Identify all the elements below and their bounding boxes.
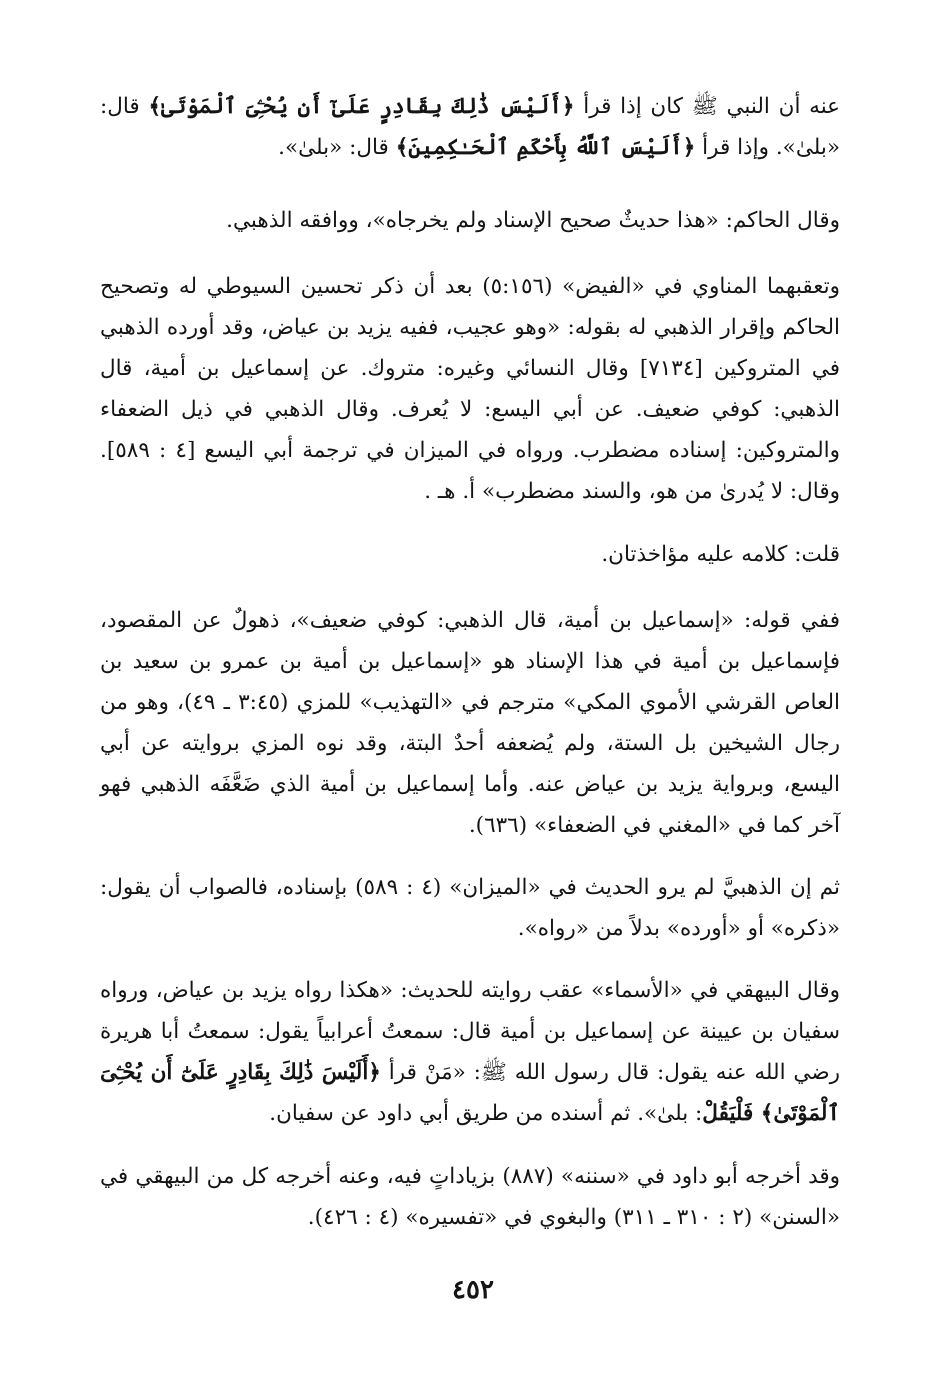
quran-verse-tin: ﴿أَلَيْسَ ٱللَّهُ بِأَحْكَمِ ٱلْحَـٰكِمِينَ﴾ bbox=[395, 135, 696, 160]
bayhaqi-text: وقال البيهقي في «الأسماء» عقب روايته للحديث: «هكذا رواه يزيد بن عياض، ورواه سفيان بن عيينة عن إسماعيل بن أمية قال: سمعتُ أعرابياً يقول: سمعتُ أبا هريرة رضي الله عنه يقول: قال رسول الله ﷺ: «مَنْ قرأ bbox=[100, 978, 840, 1085]
paragraph-text: وتعقبهما المناوي في «الفيض» (٥:١٥٦) بعد أن ذكر تحسين السيوطي له وتصحيح الحاكم وإقرار الذهبي له بقوله: «وهو عجيب، ففيه يزيد بن عياض، وقد أورده الذهبي في المتروكين [٧١٣٤] وقال النسائي وغيره: متروك. عن إسماعيل بن أمية، قال الذهبي: كوفي ضعيف. عن أبي اليسع: لا يُعرف. وقال الذهبي في ذيل الضعفاء والمتروكين: إسناده مضطرب. ورواه في الميزان في ترجمة أبي اليسع [٤ : ٥٨٩]. وقال: لا يُدرىٰ من هو، والسند مضطرب» أ. هـ . bbox=[100, 274, 841, 504]
paragraph-text: وقال الحاكم: «هذا حديثٌ صحيح الإسناد ولم يخرجاه»، ووافقه الذهبي. bbox=[226, 208, 840, 233]
bayhaqi-text-end: : بلىٰ». ثم أسنده من طريق أبي داود عن سفيان. bbox=[269, 1101, 703, 1126]
quran-verse-qiyamah-2: ﴿أَلَيْسَ ذَٰلِكَ بِقَادِرٍ عَلَىٰٓ أَن يُحْـِۧىَ ٱلْمَوْتَىٰ﴾ فَلْيَقُلْ bbox=[100, 1060, 840, 1126]
paragraph-two-objections bbox=[100, 534, 840, 575]
paragraph-bayhaqi bbox=[100, 970, 840, 1134]
page-number: ٤٥٢ bbox=[452, 1275, 494, 1305]
paragraph-text: قلت: كلامه عليه مؤاخذتان. bbox=[601, 542, 840, 567]
answer-text: قال: «بلىٰ». وإذا قرأ bbox=[100, 94, 840, 160]
paragraph-abu-dawud bbox=[100, 1156, 840, 1238]
paragraph-hakim bbox=[100, 200, 840, 241]
paragraph-hadith-reading bbox=[100, 86, 840, 168]
paragraph-munawi bbox=[100, 266, 840, 512]
paragraph-text: وقد أخرجه أبو داود في «سننه» (٨٨٧) بزياداتٍ فيه، وعنه أخرجه كل من البيهقي في «السنن» (٢ : ٣١٠ ـ ٣١١) والبغوي في «تفسيره» (٤ : ٤٢٦). bbox=[100, 1164, 841, 1230]
quran-verse-qiyamah: ﴿أَلَيْسَ ذَٰلِكَ بِقَادِرٍ عَلَىٰٓ أَن يُحْـِۧىَ ٱلْمَوْتَىٰ﴾ bbox=[148, 94, 575, 119]
paragraph-second-objection bbox=[100, 867, 840, 949]
paragraph-first-objection bbox=[100, 600, 840, 846]
paragraph-text: ففي قوله: «إسماعيل بن أمية، قال الذهبي: كوفي ضعيف»، ذهولٌ عن المقصود، فإسماعيل بن أمية في هذا الإسناد هو «إسماعيل بن أمية بن عمرو بن سعيد بن العاص القرشي الأموي المكي» مترجم في «التهذيب» للمزي (٣:٤٥ ـ ٤٩)، وهو من رجال الشيخين بل الستة، ولم يُضعفه أحدٌ البتة، وقد نوه المزي بروايته عن أبي اليسع، وبرواية يزيد بن عياض عنه. وأما إسماعيل بن أمية الذي ضَعَّفَه الذهبي فهو آخر كما في «المغني في الضعفاء» (٦٣٦). bbox=[100, 608, 841, 838]
answer-text-2: قال: «بلىٰ». bbox=[278, 135, 389, 160]
hadith-intro-text: عنه أن النبي ﷺ كان إذا قرأ bbox=[583, 94, 841, 119]
paragraph-text: ثم إن الذهبيَّ لم يرو الحديث في «الميزان» (٤ : ٥٨٩) بإسناده، فالصواب أن يقول: «ذكره» أو «أورده» بدلاً من «رواه». bbox=[100, 875, 840, 941]
